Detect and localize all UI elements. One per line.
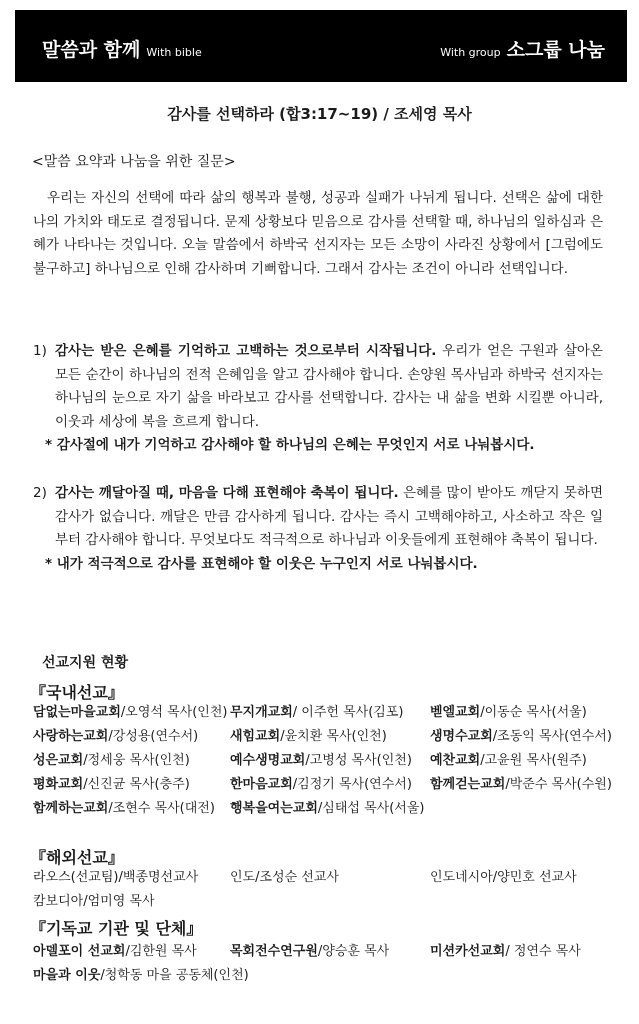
support-title: 선교지원 현황: [42, 655, 129, 671]
support-entry-name: 무지개교회: [230, 705, 293, 720]
support-entry-person: /고병성 목사(인천): [305, 753, 412, 768]
support-entry-name: 담없는마을교회: [33, 705, 121, 720]
overseas-missions-list: [33, 866, 613, 914]
intro-paragraph: 우리는 자신의 선택에 따라 삶의 행복과 불행, 성공과 실패가 나뉘게 됩니다. 선택은 삶에 대한 나의 가치와 태도로 결정됩니다. 문제 상황보다 믿음으로 감사를 선택할 때, 하나님의 일하심과 은혜가 나타나는 것입니다. 오늘 말씀에서 하박국 선지자는 모든 소망이 사라진 상황에서 [그럼에도 불구하고] 하나님으로 인해 감사하며 기뻐합니다. 그래서 감사는 조건이 아니라 선택입니다.: [33, 190, 603, 277]
support-entry-person: /조동익 목사(연수서): [492, 729, 612, 744]
support-entry-person: /양승훈 목사: [317, 944, 390, 959]
support-entry-name: 목회전수연구원: [230, 944, 318, 959]
support-entry: [230, 940, 430, 964]
domestic-missions-list: [33, 701, 613, 821]
header-banner: [15, 10, 627, 82]
header-left: [42, 35, 202, 62]
support-entry-person: /오영석 목사(인천): [120, 705, 228, 720]
support-entry: [230, 701, 430, 725]
support-entry: [33, 964, 249, 988]
support-entry: [430, 701, 613, 725]
support-entry-person: /윤치환 목사(인천): [280, 729, 387, 744]
support-entry: [430, 866, 613, 890]
support-entry-name: 성은교회: [33, 753, 84, 768]
item-key-sentence: 감사는 깨달아질 때, 마음을 다해 표현해야 축복이 됩니다.: [55, 485, 399, 501]
domestic-missions-label: 『국내선교』: [30, 683, 124, 702]
support-entry: [230, 773, 430, 797]
header-left-subtitle: With bible: [146, 46, 202, 59]
support-entry-name: 아델포이 선교회: [33, 944, 126, 959]
header-right: [440, 35, 605, 62]
support-entry-person: /박준수 목사(수원): [505, 777, 612, 792]
support-entry: [430, 749, 613, 773]
support-entry-person: 인도네시아/양민호 선교사: [430, 870, 577, 885]
support-entry-person: 캄보디아/엄미영 목사: [33, 894, 155, 909]
support-entry-person: /김한원 목사: [125, 944, 197, 959]
support-entry-name: 함께하는교회: [33, 801, 109, 816]
support-entry: [33, 866, 230, 890]
support-entry: [430, 940, 613, 964]
support-entry-name: 예찬교회: [430, 753, 481, 768]
support-entry-name: 평화교회: [33, 777, 84, 792]
support-entry: [33, 749, 230, 773]
support-entry: [33, 797, 230, 821]
overseas-missions-label: 『해외선교』: [30, 848, 124, 867]
support-entry-name: 함께걷는교회: [430, 777, 506, 792]
support-entry-name: 한마음교회: [230, 777, 293, 792]
support-entry-name: 벧엘교회: [430, 705, 481, 720]
support-entry: [33, 725, 230, 749]
item-text: [55, 482, 603, 553]
support-entry-person: 라오스(선교팀)/백종명선교사: [33, 870, 199, 885]
support-entry-name: 사랑하는교회: [33, 729, 109, 744]
support-entry-name: 행복을여는교회: [230, 801, 318, 816]
item-number: 1): [33, 343, 47, 359]
support-entry-name: 새힘교회: [230, 729, 281, 744]
organizations-label: 『기독교 기관 및 단체』: [30, 919, 203, 938]
discussion-item-2: [33, 482, 603, 576]
support-entry: [430, 773, 613, 797]
section-label: <말씀 요약과 나눔을 위한 질문>: [32, 154, 236, 170]
item-body: 우리가 얻은 구원과 살아온 모든 순간이 하나님의 전적 은혜임을 알고 감사해야 합니다. 손양원 목사님과 하박국 선지자는 하나님의 눈으로 자기 삶을 바라보고 감사를 선택합니다. 감사는 내 삶을 변화 시킬뿐 아니라, 이웃과 세상에 복을 흐르게 합니다.: [55, 343, 603, 430]
item-number: 2): [33, 485, 47, 501]
support-entry: [230, 797, 430, 821]
discussion-question: * 내가 적극적으로 감사를 표현해야 할 이웃은 누구인지 서로 나눠봅시다.: [45, 555, 478, 572]
support-entry: [33, 890, 230, 914]
support-entry-person: 인도/조성순 선교사: [230, 870, 339, 885]
item-text: [55, 340, 603, 434]
support-entry-person: /정세웅 목사(인천): [83, 753, 190, 768]
support-entry-person: /신진균 목사(충주): [83, 777, 190, 792]
support-entry-person: /고윤원 목사(원주): [480, 753, 587, 768]
sermon-title: 감사를 선택하라 (합3:17~19) / 조세영 목사: [167, 105, 472, 123]
item-key-sentence: 감사는 받은 은혜를 기억하고 고백하는 것으로부터 시작됩니다.: [55, 343, 437, 359]
support-entry: [230, 866, 430, 890]
organizations-list: [33, 940, 613, 988]
header-right-title: 소그룹 나눔: [506, 39, 605, 61]
support-entry-name: 마을과 이웃: [33, 968, 101, 983]
discussion-question: * 감사절에 내가 기억하고 감사해야 할 하나님의 은혜는 무엇인지 서로 나눠봅시다.: [45, 437, 535, 453]
support-entry-name: 미션카선교회: [430, 944, 506, 959]
support-entry: [33, 701, 230, 725]
support-entry-person: / 정연수 목사: [505, 944, 581, 959]
support-entry: [33, 940, 230, 964]
support-entry: [230, 749, 430, 773]
support-entry: [430, 725, 613, 749]
support-entry-name: 예수생명교회: [230, 753, 306, 768]
support-entry-person: /조현수 목사(대전): [108, 801, 215, 816]
header-right-subtitle: With group: [440, 46, 501, 59]
support-entry-name: 생명수교회: [430, 729, 493, 744]
support-entry-person: /심태섭 목사(서울): [317, 801, 425, 816]
header-left-title: 말씀과 함께: [42, 39, 141, 61]
support-entry-person: /강성용(연수서): [108, 729, 199, 744]
support-entry: [230, 725, 430, 749]
discussion-item-1: [33, 340, 603, 458]
item-body: 은혜를 많이 받아도 깨닫지 못하면 감사가 없습니다. 깨달은 만큼 감사하게 됩니다. 감사는 즉시 고백해야하고, 사소하고 작은 일부터 감사해야 합니다. 무엇보다도 적극적으로 하나님과 이웃들에게 표현해야 축복이 됩니다.: [55, 485, 603, 548]
support-entry: [33, 773, 230, 797]
support-entry-person: / 이주헌 목사(김포): [292, 705, 404, 720]
support-entry-person: /김정기 목사(연수서): [292, 777, 412, 792]
support-entry-person: /청학동 마을 공동체(인천): [100, 968, 249, 983]
support-entry-person: /이동순 목사(서울): [480, 705, 587, 720]
